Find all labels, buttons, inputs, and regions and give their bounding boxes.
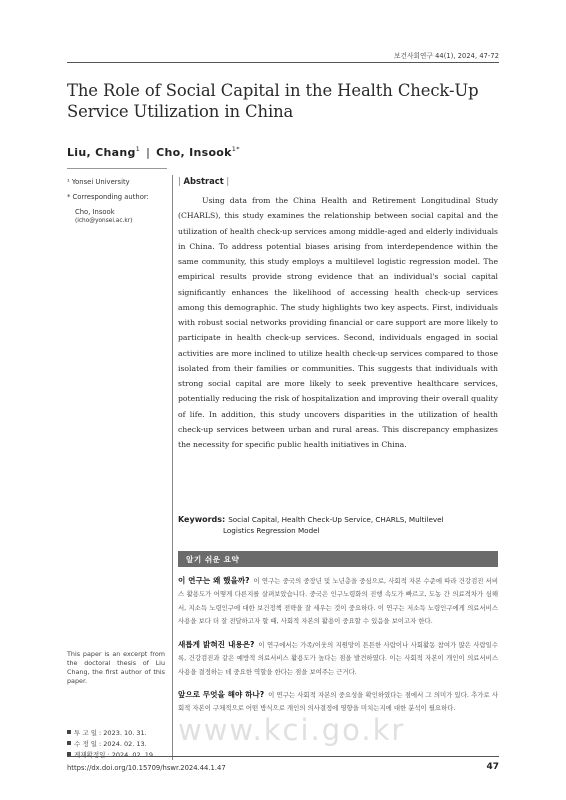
author-1-affiliation-mark: 1 (135, 145, 141, 153)
corresponding-author-name: Cho, Insook (75, 208, 115, 216)
summary-question-next: 앞으로 무엇을 해야 하나? (178, 690, 265, 699)
summary-question-why: 이 연구는 왜 했을까? (178, 576, 250, 585)
plain-summary-title: 알기 쉬운 요약 (186, 555, 240, 564)
date-revised: 수 정 일 : 2024. 02. 13. (74, 740, 147, 748)
summary-answer-why: 이 연구는 중국의 중장년 및 노년층을 중심으로, 사회적 자본 수준에 따라 건강검진 서비스 활용도가 어떻게 다른지를 살펴보았습니다. 중국은 인구노령화의 진행 속도가 빠르고, 도농 간 의료격차가 심해서, 지소득 노령인구에 대한 보건정책 전략을 잘 세우는 것이 중요하다. 이 연구는 저소득 노령인구에게 의료서비스 사용을 보다 더 잘 전달하고자 할 때, 사회적 자본의 활용이 중요할 수 있음을 보이고자 한다. (178, 577, 498, 625)
affiliation-rule (67, 168, 167, 169)
doi-link[interactable]: https://dx.doi.org/10.15709/hswr.2024.44.1.47 (67, 764, 226, 772)
keywords-line-1: Social Capital, Health Check-Up Service, CHARLS, Multilevel (228, 515, 444, 524)
date-submitted-row (67, 728, 155, 739)
plain-summary-header (178, 551, 498, 567)
keywords-label: Keywords: (178, 515, 226, 524)
abstract-heading-label: Abstract (183, 176, 224, 186)
author-2[interactable]: Cho, Insook (156, 146, 232, 159)
summary-answer-findings: 이 연구에서는 가족/이웃의 지원망이 튼튼한 사람이나 사회활동 참여가 많은 사람일수록, 건강검진과 같은 예방적 의료서비스 활용도가 높다는 점을 발견하였다. 이는 사회적 자본이 개인이 의료서비스 사용을 결정하는 데 중요한 역할을 한다는 점을 보여주는 근거다. (178, 641, 498, 676)
watermark: www.kci.go.kr (178, 713, 406, 747)
column-divider (172, 175, 173, 760)
running-head: 보건사회연구 44(1), 2024, 47-72 (394, 52, 499, 60)
excerpt-note: This paper is an excerpt from the doctoral thesis of Liu Chang, the first author of this paper. (67, 650, 165, 685)
author-separator: | (146, 146, 151, 159)
date-submitted: 투 고 일 : 2023. 10. 31. (74, 729, 147, 737)
corresponding-author-email[interactable]: (icho@yonsei.ac.kr) (75, 218, 133, 224)
date-revised-row (67, 739, 155, 750)
keywords-block (178, 514, 498, 536)
date-accepted: 게재확정일 : 2024. 02. 19. (74, 751, 156, 759)
author-1[interactable]: Liu, Chang (67, 146, 136, 159)
bullet-square-icon (67, 730, 71, 734)
abstract-text: Using data from the China Health and Retirement Longitudinal Study (CHARLS), this study examines the relationship between social capital and the utilization of health check-up services among middle-aged and elderly individuals in China. To address potential biases arising from interdependence within the same community, this study employs a multilevel logistic regression model. The empirical results provide strong evidence that an individual's social capital significantly enhances the likelihood of accessing health check-up services among this demographic. The study highlights two key aspects. First, individuals with robust social networks providing financial or care support are more likely to participate in health check-up services. Second, individuals engaged in social activities are more inclined to utilize health check-up services compared to those isolated from their families or communities. This suggests that individuals with strong social capital are more likely to seek preventive healthcare services, potentially reducing the risk of hospitalization and improving their overall quality of life. In addition, this study uncovers disparities in the utilization of health check-up services between urban and rural areas. This discrepancy emphasizes the necessity for specific public health initiatives in China. (178, 196, 498, 449)
corresponding-author-label: * Corresponding author: (67, 193, 149, 201)
author-line (67, 145, 240, 159)
affiliation-institution: ¹ Yonsei University (67, 178, 130, 186)
paper-title: The Role of Social Capital in the Health Check-Up Service Utilization in China (67, 81, 479, 121)
corresponding-author-details (67, 208, 165, 226)
keywords-line-2: Logistics Regression Model (223, 526, 320, 535)
summary-section-why (178, 574, 498, 628)
summary-section-findings (178, 638, 498, 679)
page-number: 47 (486, 762, 499, 772)
author-2-affiliation-mark: 1* (231, 145, 240, 153)
bullet-square-icon (67, 741, 71, 745)
top-rule (67, 62, 499, 63)
summary-question-findings: 새롭게 밝혀진 내용은? (178, 640, 255, 649)
abstract-heading: | Abstract | (178, 176, 230, 186)
bottom-rule (67, 756, 499, 757)
summary-section-next (178, 688, 498, 716)
summary-answer-next: 이 연구는 사회적 자본의 중요성을 확인하였다는 점에서 그 의미가 있다. 추가로 사회적 자본이 구체적으로 어떤 방식으로 개인의 의사결정에 영향을 미치는지에 대한 분석이 필요하다. (178, 691, 498, 713)
